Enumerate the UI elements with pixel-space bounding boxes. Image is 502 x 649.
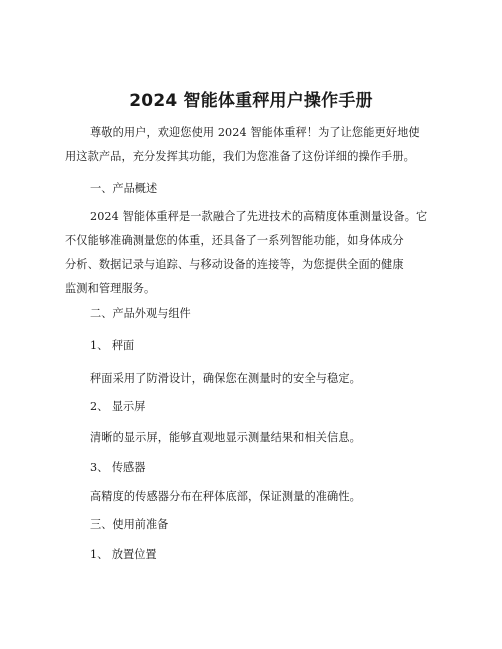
component-label-display: 2、 显示屏 xyxy=(90,400,146,413)
component-text-display: 清晰的显示屏，能够直观地显示测量结果和相关信息。 xyxy=(90,431,361,444)
overview-line-2: 不仅能够准确测量您的体重，还具备了一系列智能功能，如身体成分 xyxy=(65,234,404,247)
overview-line-4: 监测和管理服务。 xyxy=(65,282,156,295)
component-text-scale-surface: 秤面采用了防滑设计，确保您在测量时的安全与稳定。 xyxy=(90,372,361,385)
section-heading-preparation: 三、使用前准备 xyxy=(90,518,169,531)
component-label-scale-surface: 1、 秤面 xyxy=(90,339,135,352)
component-text-sensor: 高精度的传感器分布在秤体底部，保证测量的准确性。 xyxy=(90,490,361,503)
overview-line-1: 2024 智能体重秤是一款融合了先进技术的高精度体重测量设备。它 xyxy=(90,210,428,223)
document-title: 2024 智能体重秤用户操作手册 xyxy=(129,91,373,111)
component-label-sensor: 3、 传感器 xyxy=(90,461,146,474)
section-heading-appearance: 二、产品外观与组件 xyxy=(90,307,191,320)
intro-line-1: 尊敬的用户，欢迎您使用 2024 智能体重秤！为了让您能更好地使 xyxy=(90,126,420,139)
intro-line-2: 用这款产品，充分发挥其功能，我们为您准备了这份详细的操作手册。 xyxy=(65,150,415,163)
section-heading-overview: 一、产品概述 xyxy=(90,182,158,195)
preparation-label-placement: 1、 放置位置 xyxy=(90,548,157,561)
overview-line-3: 分析、数据记录与追踪、与移动设备的连接等，为您提供全面的健康 xyxy=(65,258,404,271)
